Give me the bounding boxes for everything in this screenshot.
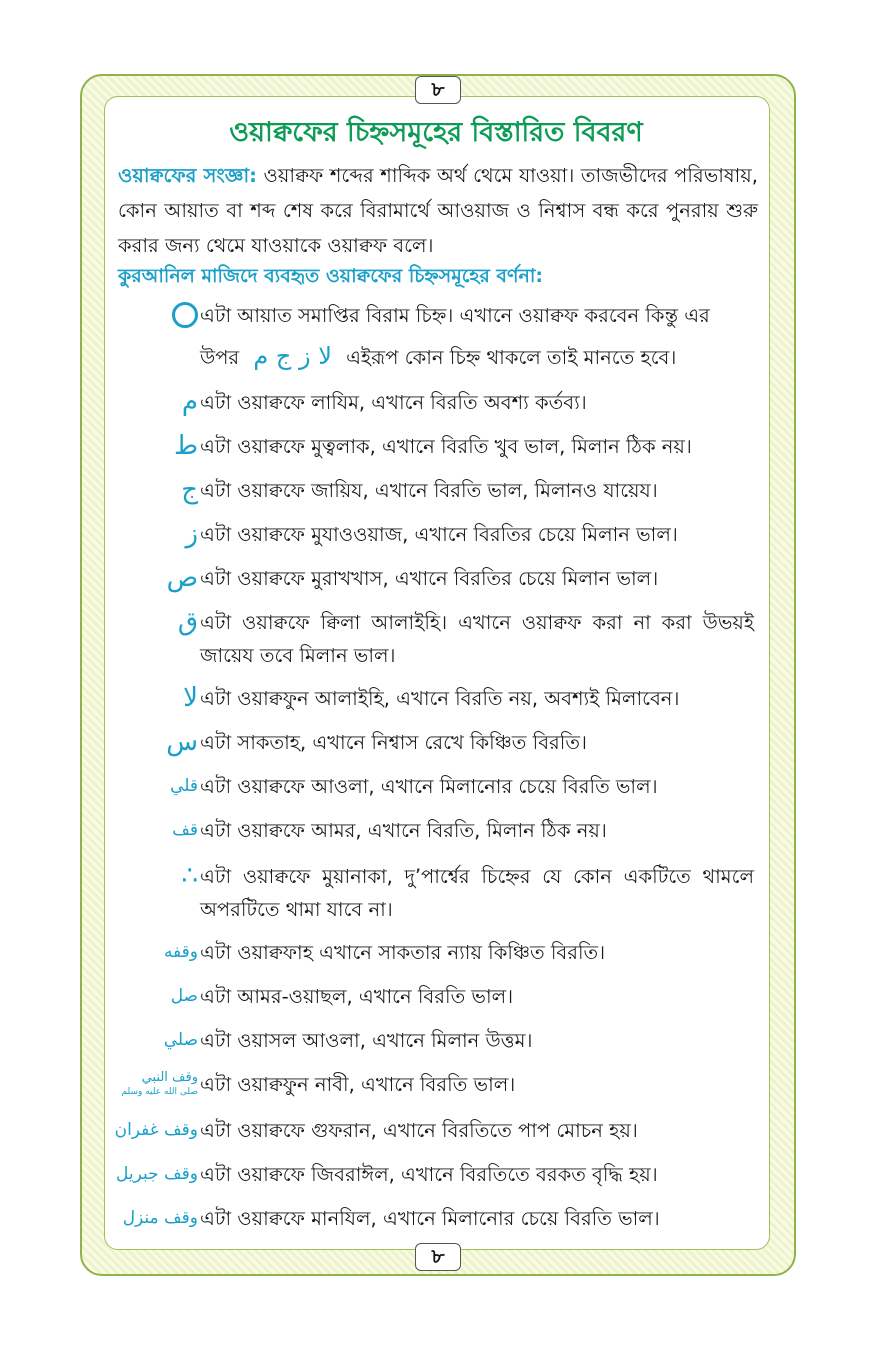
waqf-symbol: صلي (163, 1030, 198, 1050)
list-item-text: এটা সাকতাহ, এখানে নিশ্বাস রেখে কিঞ্চিত বিরতি। (200, 731, 587, 754)
list-item-text: এটা ওয়াক্বফাহ এখানে সাকতার ন্যায় কিঞ্চিত বিরতি। (200, 941, 606, 964)
waqf-symbol: م (181, 387, 198, 417)
waqf-symbol: ق (177, 607, 198, 637)
definition-text: ওয়াক্বফ শব্দের শাব্দিক অর্থ থেমে যাওয়া। তাজভীদের পরিভাষায়, কোন আয়াত বা শব্দ শেষ করে বিরামার্থে আওয়াজ ও নিশ্বাস বন্ধ করে পুনরায় শুরু করার জন্য থেমে যাওয়াকে ওয়াক্বফ বলে। (118, 164, 758, 257)
waqf-symbol-main: وقف النبي (141, 1070, 198, 1085)
waqf-symbol: ز (185, 519, 198, 549)
list-item-text: এটা ওয়াক্বফে আওলা, এখানে মিলানোর চেয়ে বিরতি ভাল। (200, 775, 658, 798)
list-item-text: এটা ওয়াক্বফে মুত্বলাক, এখানে বিরতি খুব ভাল, মিলান ঠিক নয়। (200, 435, 692, 458)
list-item-text: এটা ওয়াক্বফে গুফরান, এখানে বিরতিতে পাপ মোচন হয়। (200, 1119, 638, 1142)
waqf-symbol: وقفه (163, 942, 198, 962)
list-item-text: এটা ওয়াক্বফুন নাবী, এখানে বিরতি ভাল। (200, 1073, 516, 1096)
waqf-symbol: س (166, 727, 198, 757)
ayah-end-ring-icon (112, 298, 198, 330)
waqf-symbol-sub: صلى الله عليه وسلم (121, 1087, 198, 1097)
list-item-text: এটা ওয়াক্বফুন আলাইহি, এখানে বিরতি নয়, অবশ্যই মিলাবেন। (200, 687, 680, 710)
list-item-text: এটা ওয়াক্বফে ক্বিলা আলাইহি। এখানে ওয়াক্বফ করা না করা উভয়ই জায়েয তবে মিলান ভাল। (200, 611, 754, 667)
waqf-symbol: ط (173, 431, 198, 461)
page-number-top: ৮ (415, 76, 461, 104)
definition-lead: ওয়াক্বফের সংজ্ঞা: (118, 164, 257, 187)
list-item-text: এটা ওয়াক্বফে মানযিল, এখানে মিলানোর চেয়ে বিরতি ভাল। (200, 1207, 660, 1230)
waqf-symbol: وقف منزل (122, 1208, 198, 1228)
list-item-text: এটা ওয়াসল আওলা, এখানে মিলান উত্তম। (200, 1029, 533, 1052)
waqf-symbol: ج (181, 475, 198, 505)
list-item-text: এটা ওয়াক্বফে লাযিম, এখানে বিরতি অবশ্য কর্তব্য। (200, 391, 587, 414)
waqf-symbol: قلي (170, 776, 198, 796)
waqf-symbol: ص (166, 563, 198, 593)
definition-paragraph (118, 158, 758, 263)
waqf-symbol: وقف جبريل (116, 1164, 198, 1184)
waqf-symbol: لا (183, 683, 198, 713)
page-title: ওয়াক্বফের চিহ্নসমূহের বিস্তারিত বিবরণ (229, 117, 643, 148)
first-item-line2-post: এইরূপ কোন চিহ্ন থাকলে তাই মানতে হবে। (346, 346, 677, 369)
waqf-symbol (112, 1070, 198, 1098)
section-subheading: কুরআনিল মাজিদে ব্যবহৃত ওয়াক্বফের চিহ্নসমূহের বর্ণনা: (118, 265, 543, 287)
waqf-symbol: وقف غفران (114, 1120, 198, 1140)
waqf-symbol: قف (172, 820, 198, 840)
first-item-line2-pre: উপর (200, 346, 240, 369)
list-item-text: এটা ওয়াক্বফে মুযাওওয়াজ, এখানে বিরতির চেয়ে মিলান ভাল। (200, 523, 678, 546)
list-item-text: এটা ওয়াক্বফে জিবরাঈল, এখানে বিরতিতে বরকত বৃদ্ধি হয়। (200, 1163, 658, 1186)
list-item-text: এটা ওয়াক্বফে আমর, এখানে বিরতি, মিলান ঠিক নয়। (200, 819, 607, 842)
list-item-text: এটা আমর-ওয়াছল, এখানে বিরতি ভাল। (200, 985, 514, 1008)
list-item-text (200, 296, 754, 378)
list-item-text: এটা ওয়াক্বফে মুরাখখাস, এখানে বিরতির চেয়ে মিলান ভাল। (200, 567, 659, 590)
inline-symbols: لا ز ج م (253, 342, 332, 370)
list-item-text: এটা ওয়াক্বফে মুয়ানাকা, দু’পার্শ্বের চিহ্নের যে কোন একটিতে থামলে অপরটিতে থামা যাবে না। (200, 865, 754, 921)
first-item-line1: এটা আয়াত সমাপ্তির বিরাম চিহ্ন। এখানে ওয়াক্বফ করবেন কিন্তু এর (200, 304, 710, 327)
muanaqa-dots-icon: ∴ (181, 861, 198, 891)
page-number-bottom: ৮ (415, 1243, 461, 1271)
list-item-text: এটা ওয়াক্বফে জায়িয, এখানে বিরতি ভাল, মিলানও যায়েয। (200, 479, 658, 502)
waqf-symbol: صل (170, 986, 198, 1006)
